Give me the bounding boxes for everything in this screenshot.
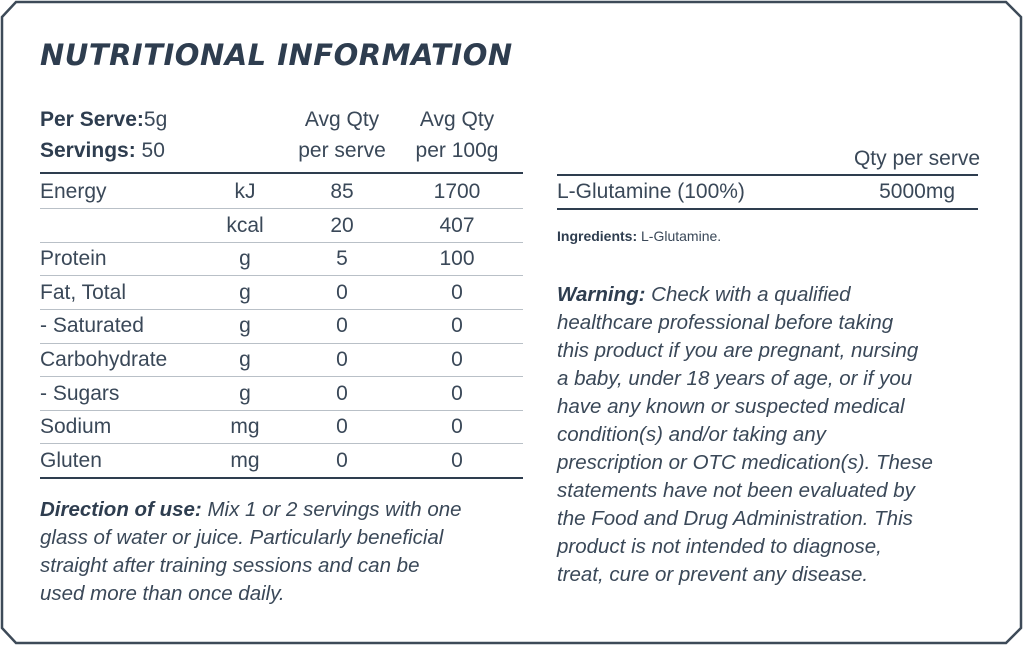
active-bottom-rule (557, 208, 978, 210)
column-header-per-serve (287, 104, 397, 166)
nutrient-per-serve: 20 (330, 213, 354, 237)
warning-line: product is not intended to diagnose, (557, 535, 882, 558)
nutrient-name: Fat, Total (40, 280, 126, 304)
nutrient-name: - Saturated (40, 314, 144, 338)
nutrient-per-100g: 0 (451, 348, 463, 371)
servings-value: 50 (141, 139, 165, 162)
warning (557, 281, 997, 589)
nutrient-unit: mg (230, 448, 260, 472)
direction-line: used more than once daily. (40, 582, 285, 605)
nutrient-per-100g: 0 (451, 280, 463, 304)
nutrient-unit: mg (230, 415, 260, 439)
warning-line: treat, cure or prevent any disease. (557, 563, 869, 586)
direction-line: Mix 1 or 2 servings with one (201, 498, 462, 521)
active-qty-header: Qty per serve (853, 147, 980, 170)
nutrient-per-serve: 0 (336, 415, 348, 439)
warning-line: have any known or suspected medical (557, 395, 905, 418)
servings-label: Servings: (40, 139, 136, 162)
column-header-line: Avg Qty (304, 108, 380, 131)
active-ingredient-qty: 5000mg (879, 180, 955, 203)
nutrient-per-100g: 0 (451, 415, 463, 439)
active-ingredient-name: L-Glutamine (100%) (557, 180, 745, 203)
nutrient-per-100g: 1700 (433, 180, 481, 203)
nutrient-per-serve: 5 (336, 247, 348, 271)
nutrient-per-serve: 0 (336, 381, 348, 405)
warning-line: the Food and Drug Administration. This (557, 507, 913, 530)
page-title: NUTRITIONAL INFORMATION (40, 38, 513, 72)
nutrient-unit: g (239, 280, 251, 304)
nutrient-per-100g: 0 (451, 314, 463, 338)
nutrient-per-serve: 0 (336, 314, 348, 338)
nutrient-unit: g (239, 381, 251, 405)
direction-line: glass of water or juice. Particularly beneficial (40, 526, 444, 549)
table-bottom-rule (40, 477, 523, 479)
nutrient-name: - Sugars (40, 381, 120, 405)
ingredients-label: Ingredients: (557, 228, 638, 244)
per-serve-label: Per Serve: (40, 108, 144, 131)
nutrient-name: Sodium (40, 415, 112, 439)
nutrient-name: Gluten (40, 448, 102, 472)
column-header-line: per serve (298, 139, 386, 162)
nutrient-per-serve: 0 (336, 348, 348, 371)
column-header-line: Avg Qty (419, 108, 495, 131)
warning-line: a baby, under 18 years of age, or if you (557, 367, 913, 390)
nutrient-unit: kcal (226, 213, 264, 237)
nutrient-per-serve: 0 (336, 448, 348, 472)
nutrient-unit: kJ (234, 180, 256, 203)
serve-info (40, 104, 167, 166)
nutrient-per-100g: 0 (451, 448, 463, 472)
per-serve-value: 5g (143, 108, 168, 131)
warning-label: Warning: (557, 283, 646, 306)
nutrient-per-serve: 85 (330, 180, 354, 203)
column-header-line: per 100g (415, 139, 499, 162)
nutrient-unit: g (239, 247, 251, 271)
table-top-rule (40, 172, 523, 174)
warning-line: condition(s) and/or taking any (557, 423, 826, 446)
direction-label: Direction of use: (40, 498, 202, 521)
nutrient-per-100g: 100 (439, 247, 475, 271)
nutrient-per-100g: 407 (439, 213, 475, 237)
ingredients (557, 228, 721, 244)
warning-line: Check with a qualified (645, 283, 851, 306)
nutrient-unit: g (239, 314, 251, 338)
warning-line: statements have not been evaluated by (557, 479, 915, 502)
nutrient-per-serve: 0 (336, 280, 348, 304)
nutrient-name: Energy (40, 180, 107, 203)
nutrient-name: Carbohydrate (40, 348, 168, 371)
column-header-per-100g (402, 104, 512, 166)
nutrient-per-100g: 0 (451, 381, 463, 405)
direction-of-use (40, 496, 520, 608)
warning-line: healthcare professional before taking (557, 311, 894, 334)
direction-line: straight after training sessions and can be (40, 554, 420, 577)
nutrient-name: Protein (40, 247, 107, 271)
warning-line: this product if you are pregnant, nursing (557, 339, 919, 362)
nutrient-unit: g (239, 348, 251, 371)
ingredients-value: L-Glutamine. (637, 228, 722, 244)
warning-line: prescription or OTC medication(s). These (557, 451, 933, 474)
